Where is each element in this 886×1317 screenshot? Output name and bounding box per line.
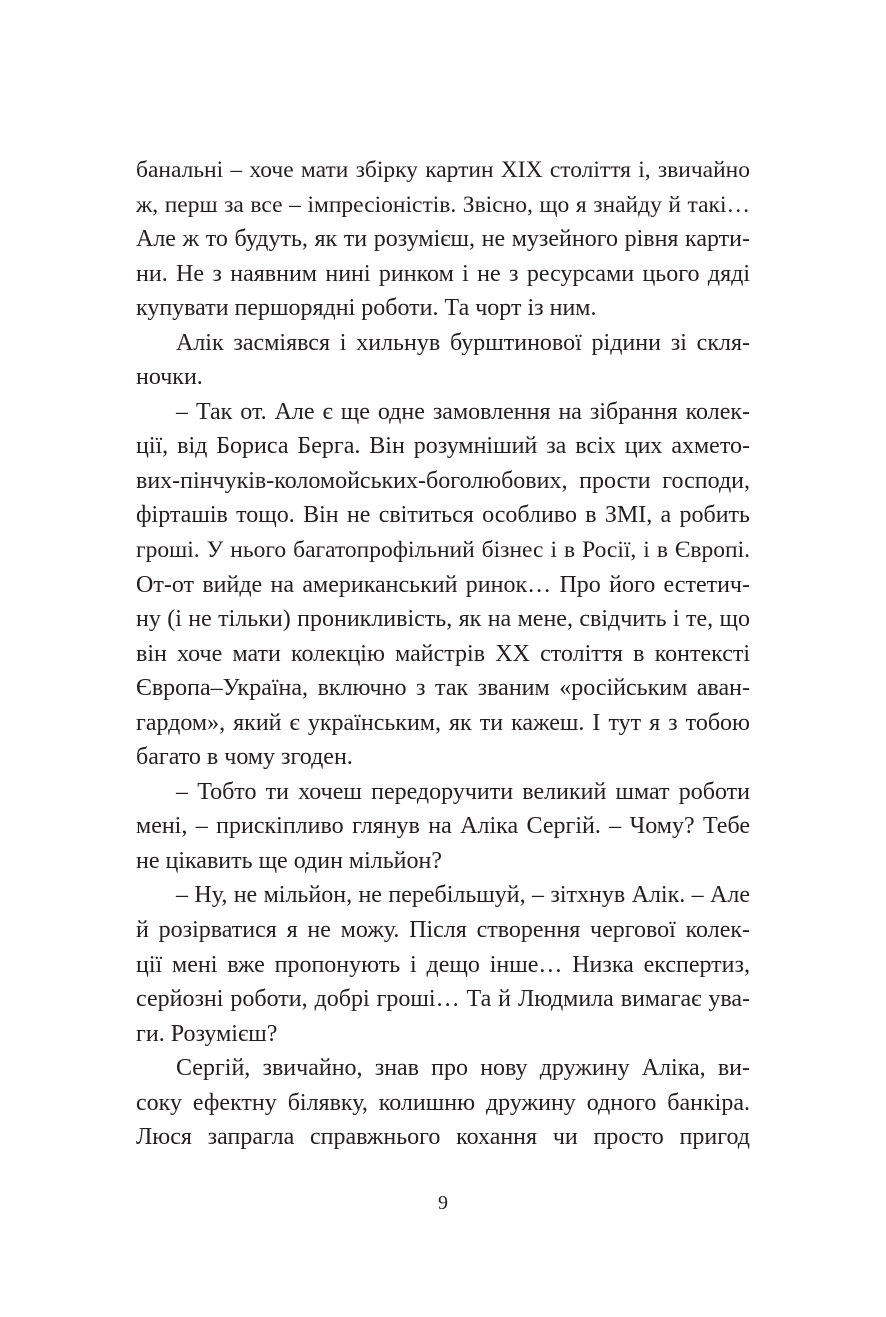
text-line: ції, від Бориса Берга. Він розумніший за всіх цих ахмето- bbox=[136, 433, 750, 460]
text-line: він хоче мати колекцію майстрів XX століття в контексті bbox=[136, 640, 750, 667]
text-line: серйозні роботи, добрі гроші… Та й Людмила вимагає ува- bbox=[136, 986, 750, 1013]
text-line: ж, перш за все – імпресіоністів. Звісно, що я знайду й такі… bbox=[136, 191, 750, 218]
text-line: соку ефектну білявку, колишню дружину одного банкіра. bbox=[136, 1089, 750, 1116]
text-line: Європа–Україна, включно з так званим «російським аван- bbox=[136, 675, 750, 702]
text-line: купувати першорядні роботи. Та чорт із ним. bbox=[136, 295, 597, 322]
page-number: 9 bbox=[438, 1192, 448, 1214]
text-line: банальні – хоче мати збірку картин XIX століття і, звичайно bbox=[136, 157, 750, 183]
text-line: ції мені вже пропонують і дещо інше… Низка експертиз, bbox=[136, 951, 750, 978]
text-line: ни. Не з наявним нині ринком і не з ресурсами цього дяді bbox=[136, 260, 750, 287]
text-line: – Ну, не мільйон, не перебільшуй, – зітхнув Алік. – Але bbox=[176, 882, 750, 909]
text-line: – Тобто ти хочеш передоручити великий шмат роботи bbox=[176, 778, 750, 805]
text-line: Люся запрагла справжнього кохання чи просто пригод bbox=[136, 1124, 750, 1151]
text-line: ночки. bbox=[136, 364, 203, 391]
text-line: Сергій, звичайно, знав про нову дружину Аліка, ви- bbox=[176, 1055, 750, 1082]
text-line: вих-пінчуків-коломойських-боголюбових, прости господи, bbox=[136, 467, 750, 494]
text-line: й розірватися я не можу. Після створення чергової колек- bbox=[136, 917, 750, 944]
text-line: гроші. У нього багатопрофільний бізнес і в Росії, і в Європі. bbox=[136, 537, 750, 564]
text-line: Але ж то будуть, як ти розумієш, не музейного рівня карти- bbox=[136, 226, 750, 253]
text-line: – Так от. Але є ще одне замовлення на зібрання колек- bbox=[176, 398, 750, 425]
text-line: От-от вийде на американський ринок… Про його естетич- bbox=[136, 571, 750, 598]
text-line: фірташів тощо. Він не світиться особливо в ЗМІ, а робить bbox=[136, 502, 750, 529]
text-line: ну (і не тільки) проникливість, як на мене, свідчить і те, що bbox=[136, 606, 750, 633]
text-line: гардом», який є українським, як ти кажеш. І тут я з тобою bbox=[136, 709, 750, 736]
text-line: мені, – прискіпливо глянув на Аліка Сергій. – Чому? Тебе bbox=[136, 813, 750, 840]
text-line: ги. Розумієш? bbox=[136, 1020, 278, 1047]
body-text bbox=[136, 153, 750, 1155]
text-line: Алік засміявся і хильнув бурштинової рідини зі скля- bbox=[176, 329, 750, 356]
text-line: багато в чому згоден. bbox=[136, 744, 353, 771]
text-line: не цікавить ще один мільйон? bbox=[136, 847, 443, 874]
